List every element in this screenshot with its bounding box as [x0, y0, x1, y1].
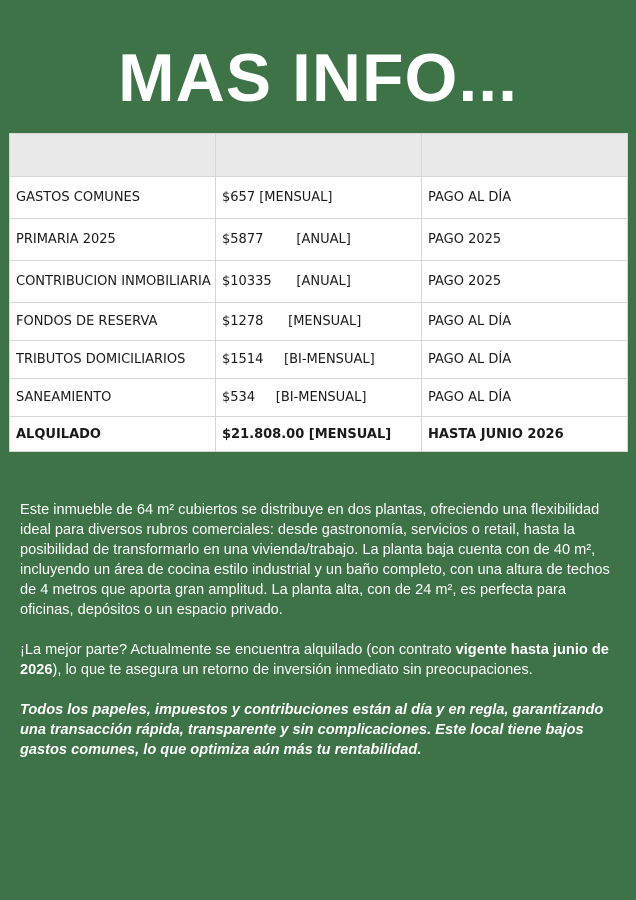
- table-row: [10, 261, 628, 303]
- rental-text-start: ¡La mejor parte? Actualmente se encuentra alquilado (con contrato: [20, 642, 456, 658]
- table-row: [10, 341, 628, 379]
- amount-cell: $534 [BI-MENSUAL]: [216, 379, 422, 417]
- header-cell: [422, 134, 628, 177]
- amount-cell: $5877 [ANUAL]: [216, 219, 422, 261]
- total-item-cell: ALQUILADO: [10, 417, 216, 452]
- total-status-cell: HASTA JUNIO 2026: [422, 417, 628, 452]
- status-cell: PAGO 2025: [422, 261, 628, 303]
- status-cell: PAGO AL DÍA: [422, 341, 628, 379]
- table-row: [10, 177, 628, 219]
- description-paragraph: Este inmueble de 64 m² cubiertos se distribuye en dos plantas, ofreciendo una flexibilidad ideal para diversos rubros comerciales: desde gastronomía, servicios o retail, hasta la posibilidad de transformarlo en una vivienda/trabajo. La planta baja cuenta con de 40 m², incluyendo un área de cocina estilo industrial y un baño completo, con una altura de techos de 4 metros que aporta gran amplitud. La planta alta, con de 24 m², es perfecta para oficinas, depósitos o un espacio privado.: [20, 502, 610, 618]
- item-cell: TRIBUTOS DOMICILIARIOS: [10, 341, 216, 379]
- item-cell: FONDOS DE RESERVA: [10, 303, 216, 341]
- table-total-row: [10, 417, 628, 452]
- item-cell: CONTRIBUCION INMOBILIARIA: [10, 261, 216, 303]
- header-cell: [216, 134, 422, 177]
- legal-paragraph: Todos los papeles, impuestos y contribuciones están al día y en regla, garantizando una transacción rápida, transparente y sin complicaciones. Este local tiene bajos gastos comunes, lo que optimiza aún más tu rentabilidad.: [20, 702, 604, 758]
- item-cell: SANEAMIENTO: [10, 379, 216, 417]
- amount-cell: $1514 [BI-MENSUAL]: [216, 341, 422, 379]
- status-cell: PAGO AL DÍA: [422, 303, 628, 341]
- status-cell: PAGO AL DÍA: [422, 379, 628, 417]
- rental-text-end: ), lo que te asegura un retorno de inversión inmediato sin preocupaciones.: [52, 662, 533, 678]
- table-row: [10, 303, 628, 341]
- rental-highlight: vigente hasta junio de 2026: [20, 642, 609, 678]
- table-row: [10, 219, 628, 261]
- rental-paragraph: [20, 640, 616, 680]
- status-cell: PAGO AL DÍA: [422, 177, 628, 219]
- status-cell: PAGO 2025: [422, 219, 628, 261]
- header-cell: [10, 134, 216, 177]
- amount-cell: $1278 [MENSUAL]: [216, 303, 422, 341]
- item-cell: GASTOS COMUNES: [10, 177, 216, 219]
- table-row: [10, 379, 628, 417]
- table-header-row: [10, 134, 628, 177]
- amount-cell: $10335 [ANUAL]: [216, 261, 422, 303]
- total-amount-cell: $21.808.00 [MENSUAL]: [216, 417, 422, 452]
- amount-cell: $657 [MENSUAL]: [216, 177, 422, 219]
- expenses-table: [9, 133, 627, 452]
- item-cell: PRIMARIA 2025: [10, 219, 216, 261]
- property-description: [20, 500, 616, 760]
- page-title: MAS INFO...: [117, 40, 519, 116]
